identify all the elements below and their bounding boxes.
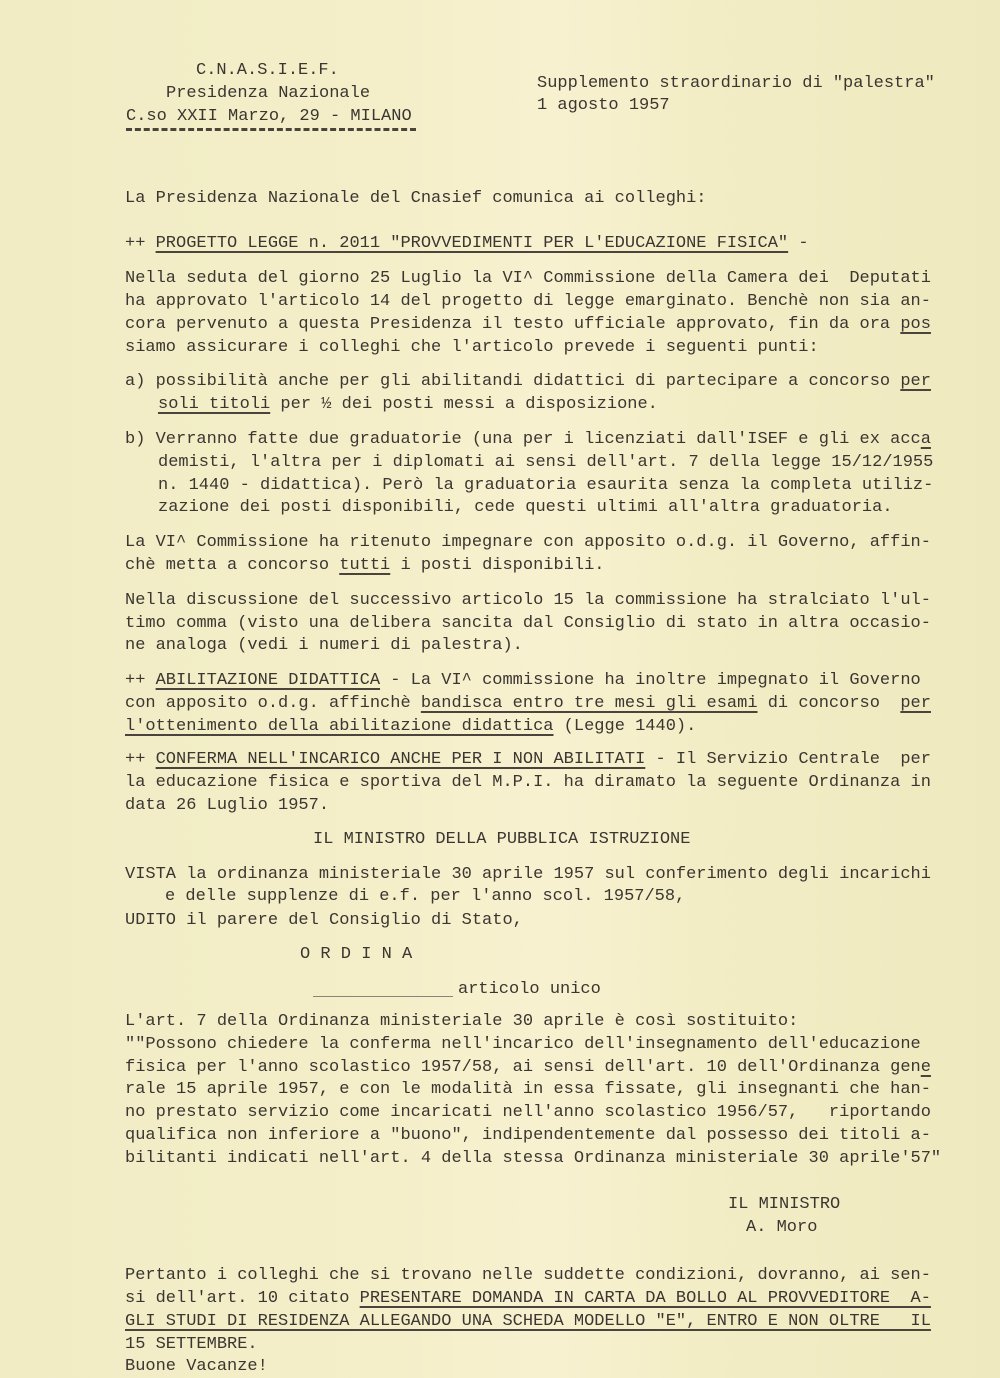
text-line [125,1079,931,1101]
signature-title [728,1194,840,1216]
text-segment: La Presidenza Nazionale del Cnasief comunica ai colleghi: [125,189,707,208]
text-line [125,716,696,738]
text-segment: rale 15 aprile 1957, e con le modalità in essa fissate, gli insegnanti che han- [125,1080,931,1099]
text-segment: la educazione fisica e sportiva del M.P.I. ha diramato la seguente Ordinanza in [125,773,931,792]
text-segment: no prestato servizio come incaricati nell'anno scolastico 1956/57, riportando [125,1103,931,1122]
text-line [125,1011,798,1033]
text-line [125,772,931,794]
ordina-heading [300,944,412,966]
text-line [125,1057,931,1079]
text-line [125,590,931,612]
text-segment: con apposito o.d.g. affinchè [125,694,421,713]
underlined-text: per [900,372,931,391]
text-segment: siamo assicurare i colleghi che l'articolo prevede i seguenti punti: [125,338,819,357]
text-segment: ++ [125,671,156,690]
underlined-text: pos [900,315,931,334]
supplement-title: Supplemento straordinario di "palestra" [537,74,935,93]
text-segment: - Il Servizio Centrale per [645,750,931,769]
intro-line [125,188,707,210]
text-line [125,613,931,635]
text-line [125,314,931,336]
underlined-text: PRESENTARE DOMANDA IN CARTA DA BOLLO AL PROVVEDITORE A- [359,1289,931,1308]
text-line [125,864,931,886]
signature-name [746,1217,817,1239]
text-segment: bilitanti indicati nell'art. 4 della stessa Ordinanza ministeriale 30 aprile'57" [125,1149,942,1168]
underlined-text: per [900,694,931,713]
text-segment: ""Possono chiedere la conferma nell'incarico dell'insegnamento dell'educazione [125,1035,921,1054]
text-line [158,394,658,416]
text-segment: demisti, l'altra per i diplomati ai sensi dell'art. 7 della legge 15/12/1955 [158,453,934,472]
text-segment: cora pervenuto a questa Presidenza il testo ufficiale approvato, fin da ora [125,315,901,334]
text-segment: n. 1440 - didattica). Però la graduatoria esaurita senza la completa utiliz- [158,476,934,495]
underlined-text: ABILITAZIONE DIDATTICA [155,671,381,690]
text-line [125,1311,931,1333]
text-segment: b) Verranno fatte due graduatorie (una per i licenziati dall'ISEF e gli ex acc [125,430,921,449]
text-segment: chè metta a concorso [125,556,340,575]
text-segment: UDITO il parere del Consiglio di Stato, [125,911,523,930]
underlined-text: a [920,430,931,449]
articolo-unico-heading [458,979,601,1001]
text-line [125,635,523,657]
underlined-text: l'ottenimento della abilitazione didattica [125,717,554,736]
text-segment: si dell'art. 10 citato [125,1289,360,1308]
text-segment: 15 SETTEMBRE. [125,1335,258,1354]
ordinance-title [313,829,690,851]
article-rule [313,996,453,997]
org-address: C.so XXII Marzo, 29 - MILANO [126,107,412,126]
text-segment: La VI^ Commissione ha ritenuto impegnare con apposito o.d.g. il Governo, affin- [125,533,931,552]
text-line [125,429,931,451]
text-segment: O R D I N A [300,945,413,964]
text-segment: di concorso [757,694,901,713]
text-line [125,693,931,715]
text-segment: VISTA la ordinanza ministeriale 30 aprile 1957 sul conferimento degli incarichi [125,865,931,884]
text-segment: qualifica non inferiore a "buono", indipendentemente dal possesso dei titoli a- [125,1126,931,1145]
text-line [165,886,685,908]
underlined-text: bandisca entro tre mesi gli esami [420,694,758,713]
text-line [125,268,931,290]
text-line [125,337,819,359]
underlined-text: tutti [339,556,391,575]
text-segment: Pertanto i colleghi che si trovano nelle suddette condizioni, dovranno, ai sen- [125,1266,931,1285]
text-segment: ha approvato l'articolo 14 del progetto di legge emarginato. Benchè non sia an- [125,292,931,311]
section-heading-conferma [125,749,931,771]
org-presidency: Presidenza Nazionale [166,84,371,103]
text-segment: Nella seduta del giorno 25 Luglio la VI^ Commissione della Camera dei Deputati [125,269,931,288]
text-line [125,1125,931,1147]
text-segment: ne analoga (vedi i numeri di palestra). [125,636,523,655]
text-segment: Nella discussione del successivo articolo 15 la commissione ha stralciato l'ul- [125,591,931,610]
text-segment: Buone Vacanze! [125,1357,268,1376]
text-segment: IL MINISTRO [728,1195,841,1214]
underlined-text: CONFERMA NELL'INCARICO ANCHE PER I NON ABILITATI [155,750,646,769]
supplement-date: 1 agosto 1957 [537,96,670,115]
text-segment: - La VI^ commissione ha inoltre impegnato il Governo [380,671,921,690]
underlined-text: soli titoli [158,395,271,414]
text-line [125,1148,941,1170]
text-segment: (Legge 1440). [553,717,697,736]
text-line [125,1265,931,1287]
text-segment: ++ [125,234,156,253]
text-line [125,1102,931,1124]
underlined-text: e [920,1058,931,1077]
text-line [158,452,933,474]
text-segment: e delle supplenze di e.f. per l'anno scol. 1957/58, [165,887,686,906]
text-line [125,291,931,313]
text-segment: per ½ dei posti messi a disposizione. [270,395,658,414]
text-line [125,371,931,393]
text-segment: i posti disponibili. [390,556,605,575]
text-line [125,532,931,554]
text-line [158,497,893,519]
text-line [125,555,605,577]
underlined-text: GLI STUDI DI RESIDENZA ALLEGANDO UNA SCHEDA MODELLO "E", ENTRO E NON OLTRE IL [125,1312,931,1331]
text-segment: articolo unico [458,980,601,999]
address-underline [126,128,416,131]
underlined-text: PROGETTO LEGGE n. 2011 "PROVVEDIMENTI PER L'EDUCAZIONE FISICA" [155,234,789,253]
text-segment: ++ [125,750,156,769]
text-line [125,1034,921,1056]
text-segment: fisica per l'anno scolastico 1957/58, ai sensi dell'art. 10 dell'Ordinanza gen [125,1058,921,1077]
text-line [125,910,523,932]
text-segment: L'art. 7 della Ordinanza ministeriale 30 aprile è così sostituito: [125,1012,799,1031]
text-line [125,795,329,817]
text-segment: - [788,234,809,253]
text-line [125,1288,931,1310]
text-line [125,1334,258,1356]
section-heading-progetto-legge [125,233,809,255]
text-line [158,475,933,497]
text-segment: a) possibilità anche per gli abilitandi didattici di partecipare a concorso [125,372,901,391]
section-heading-abilitazione [125,670,921,692]
text-segment: IL MINISTRO DELLA PUBBLICA ISTRUZIONE [313,830,691,849]
text-segment: A. Moro [746,1218,818,1237]
text-segment: zazione dei posti disponibili, cede questi ultimi all'altra graduatoria. [158,498,893,517]
text-segment: timo comma (visto una delibera sancita dal Consiglio di stato in altra occasio- [125,614,931,633]
org-name: C.N.A.S.I.E.F. [196,61,339,80]
text-segment: data 26 Luglio 1957. [125,796,330,815]
